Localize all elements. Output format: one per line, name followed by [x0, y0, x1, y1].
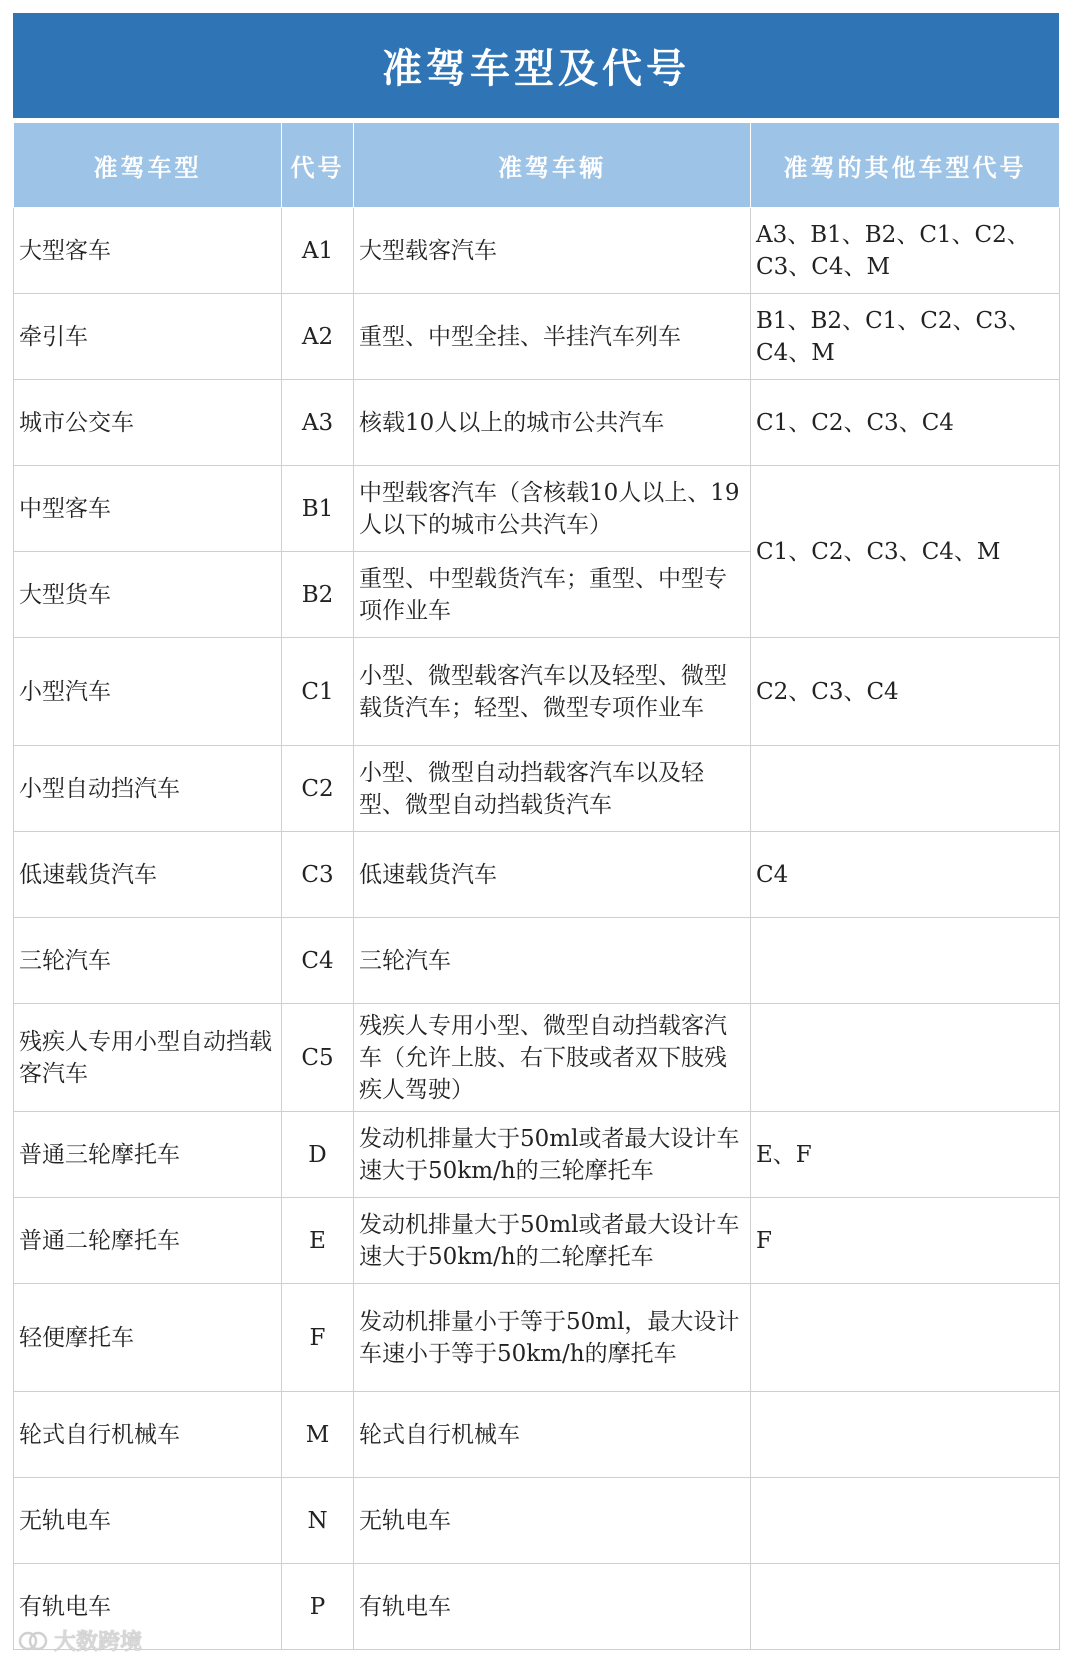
header-code: 代号 — [282, 123, 354, 208]
cell-other-codes — [751, 1392, 1060, 1478]
watermark-text: 大数跨境 — [54, 1630, 143, 1655]
cell-permitted-vehicles: 无轨电车 — [354, 1478, 751, 1564]
cell-license-type: 城市公交车 — [14, 380, 282, 466]
table-row — [14, 294, 1060, 380]
table-row — [14, 1478, 1060, 1564]
cell-other-codes: C1、C2、C3、C4 — [751, 380, 1060, 466]
header-permitted-vehicles: 准驾车辆 — [354, 123, 751, 208]
cell-license-type: 小型自动挡汽车 — [14, 746, 282, 832]
cell-other-codes — [751, 1564, 1060, 1650]
cell-other-codes: C4 — [751, 832, 1060, 918]
table-row — [14, 1004, 1060, 1112]
watermark-logo-icon — [18, 1630, 48, 1652]
cell-code: C1 — [282, 638, 354, 746]
cell-permitted-vehicles: 小型、微型载客汽车以及轻型、微型载货汽车；轻型、微型专项作业车 — [354, 638, 751, 746]
cell-license-type: 三轮汽车 — [14, 918, 282, 1004]
table-row — [14, 208, 1060, 294]
cell-permitted-vehicles: 轮式自行机械车 — [354, 1392, 751, 1478]
cell-license-type: 小型汽车 — [14, 638, 282, 746]
table-row — [14, 1198, 1060, 1284]
cell-code: D — [282, 1112, 354, 1198]
cell-permitted-vehicles: 中型载客汽车（含核载10人以上、19人以下的城市公共汽车） — [354, 466, 751, 552]
cell-other-codes: A3、B1、B2、C1、C2、C3、C4、M — [751, 208, 1060, 294]
cell-other-codes — [751, 918, 1060, 1004]
cell-license-type: 普通二轮摩托车 — [14, 1198, 282, 1284]
table-row — [14, 380, 1060, 466]
cell-license-type: 大型货车 — [14, 552, 282, 638]
cell-license-type: 牵引车 — [14, 294, 282, 380]
cell-license-type: 中型客车 — [14, 466, 282, 552]
cell-code: C2 — [282, 746, 354, 832]
cell-permitted-vehicles: 发动机排量大于50ml或者最大设计车速大于50km/h的三轮摩托车 — [354, 1112, 751, 1198]
cell-permitted-vehicles: 残疾人专用小型、微型自动挡载客汽车（允许上肢、右下肢或者双下肢残疾人驾驶） — [354, 1004, 751, 1112]
cell-permitted-vehicles: 有轨电车 — [354, 1564, 751, 1650]
page-title: 准驾车型及代号 — [13, 13, 1059, 118]
cell-other-codes: C2、C3、C4 — [751, 638, 1060, 746]
cell-other-codes: F — [751, 1198, 1060, 1284]
cell-other-codes: C1、C2、C3、C4、M — [751, 466, 1060, 638]
cell-license-type: 轮式自行机械车 — [14, 1392, 282, 1478]
cell-other-codes: E、F — [751, 1112, 1060, 1198]
cell-license-type: 大型客车 — [14, 208, 282, 294]
cell-code: A3 — [282, 380, 354, 466]
header-other-codes: 准驾的其他车型代号 — [751, 123, 1060, 208]
table-header-row — [14, 123, 1060, 208]
cell-permitted-vehicles: 大型载客汽车 — [354, 208, 751, 294]
cell-other-codes — [751, 1004, 1060, 1112]
cell-permitted-vehicles: 小型、微型自动挡载客汽车以及轻型、微型自动挡载货汽车 — [354, 746, 751, 832]
license-class-table — [13, 122, 1060, 1650]
table-row — [14, 1392, 1060, 1478]
cell-permitted-vehicles: 发动机排量小于等于50ml，最大设计车速小于等于50km/h的摩托车 — [354, 1284, 751, 1392]
cell-code: P — [282, 1564, 354, 1650]
cell-license-type: 普通三轮摩托车 — [14, 1112, 282, 1198]
cell-code: B1 — [282, 466, 354, 552]
table-row — [14, 832, 1060, 918]
cell-permitted-vehicles: 核载10人以上的城市公共汽车 — [354, 380, 751, 466]
cell-permitted-vehicles: 重型、中型全挂、半挂汽车列车 — [354, 294, 751, 380]
table-row — [14, 1112, 1060, 1198]
table-body — [14, 208, 1060, 1650]
cell-license-type: 低速载货汽车 — [14, 832, 282, 918]
cell-code: F — [282, 1284, 354, 1392]
cell-code: E — [282, 1198, 354, 1284]
table-row — [14, 1284, 1060, 1392]
cell-license-type: 轻便摩托车 — [14, 1284, 282, 1392]
cell-code: B2 — [282, 552, 354, 638]
cell-code: M — [282, 1392, 354, 1478]
cell-license-type: 有轨电车 — [14, 1564, 282, 1650]
cell-license-type: 无轨电车 — [14, 1478, 282, 1564]
cell-other-codes: B1、B2、C1、C2、C3、C4、M — [751, 294, 1060, 380]
table-row — [14, 746, 1060, 832]
cell-code: A2 — [282, 294, 354, 380]
cell-permitted-vehicles: 重型、中型载货汽车；重型、中型专项作业车 — [354, 552, 751, 638]
cell-code: C3 — [282, 832, 354, 918]
cell-permitted-vehicles: 三轮汽车 — [354, 918, 751, 1004]
table-row — [14, 466, 1060, 552]
cell-permitted-vehicles: 低速载货汽车 — [354, 832, 751, 918]
cell-other-codes — [751, 746, 1060, 832]
cell-code: A1 — [282, 208, 354, 294]
cell-code: C5 — [282, 1004, 354, 1112]
watermark — [18, 1625, 142, 1656]
table-row — [14, 918, 1060, 1004]
header-license-type: 准驾车型 — [14, 123, 282, 208]
cell-license-type: 残疾人专用小型自动挡载客汽车 — [14, 1004, 282, 1112]
cell-code: C4 — [282, 918, 354, 1004]
cell-permitted-vehicles: 发动机排量大于50ml或者最大设计车速大于50km/h的二轮摩托车 — [354, 1198, 751, 1284]
cell-code: N — [282, 1478, 354, 1564]
cell-other-codes — [751, 1478, 1060, 1564]
cell-other-codes — [751, 1284, 1060, 1392]
table-row — [14, 638, 1060, 746]
table-row — [14, 1564, 1060, 1650]
